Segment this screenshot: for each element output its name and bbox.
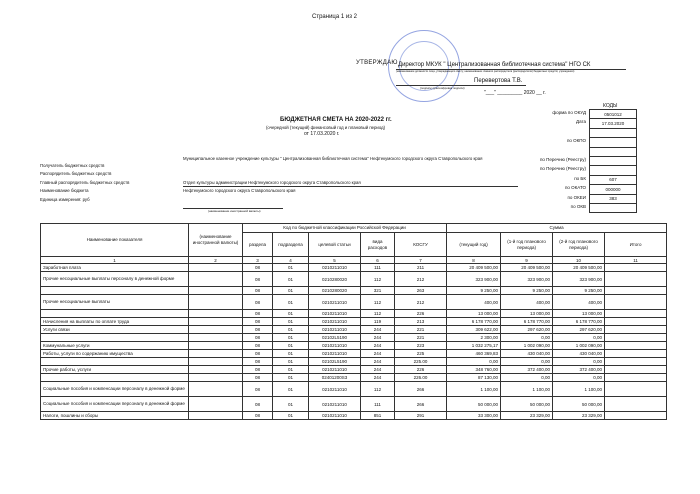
cell-cur — [189, 334, 243, 342]
cell-k: 211 — [395, 264, 447, 272]
cell-y3: 0,00 — [553, 358, 605, 366]
cell-y2: 1 002 090,00 — [501, 342, 553, 350]
cell-t: 0210211010 — [309, 326, 361, 334]
cell-cur — [189, 397, 243, 412]
signature-name: Перевертова Т.В. — [474, 78, 523, 84]
recipient-name: Муниципальное казенное учреждение культуры " Централизованная библиотечная система" Нефтекумского городского округа Ставропольского края — [183, 156, 483, 161]
cell-y2: 20 409 500,00 — [501, 264, 553, 272]
header-year2: (1-й год планового периода) — [501, 233, 553, 257]
cell-k: 226.00 — [395, 374, 447, 382]
cell-p: 01 — [273, 334, 309, 342]
table-row — [41, 342, 667, 350]
cell-k: 226 — [395, 310, 447, 318]
cell-t: 0210211010 — [309, 412, 361, 420]
cell-cur — [189, 318, 243, 326]
cell-y1: 348 760,00 — [447, 366, 501, 374]
column-number: 7 — [395, 257, 447, 264]
cell-k: 263 — [395, 287, 447, 295]
cell-v: 112 — [361, 310, 395, 318]
header-year1: (текущий год) — [447, 233, 501, 257]
cell-t: 0210211010 — [309, 350, 361, 358]
cell-t: 0210211010 — [309, 310, 361, 318]
code-value — [590, 203, 637, 212]
cell-t: 0210211010 — [309, 318, 361, 326]
cell-name: Коммунальные услуги — [41, 342, 189, 350]
cell-name: Услуги связи — [41, 326, 189, 334]
cell-t: 0210211010 — [309, 366, 361, 374]
cell-t: 02401200S3 — [309, 374, 361, 382]
column-number: 11 — [605, 257, 667, 264]
cell-v: 244 — [361, 350, 395, 358]
approval-heading: УТВЕРЖДАЮ — [356, 60, 398, 66]
cell-name: Прочие работы, услуги — [41, 366, 189, 374]
cell-r: 08 — [243, 318, 273, 326]
code-value — [590, 138, 637, 147]
column-numbers-row — [41, 257, 667, 264]
cell-cur — [189, 326, 243, 334]
code-value — [590, 147, 637, 156]
cell-y2: 400,00 — [501, 295, 553, 310]
cell-y2: 323 900,00 — [501, 272, 553, 287]
meta-label: Единица измерения: руб — [40, 197, 90, 202]
cell-p: 01 — [273, 397, 309, 412]
cell-name: Заработная плата — [41, 264, 189, 272]
cell-y1: 87 130,00 — [447, 374, 501, 382]
cell-k: 266 — [395, 397, 447, 412]
cell-total — [605, 342, 667, 350]
column-number: 10 — [553, 257, 605, 264]
cell-y1: 400,00 — [447, 295, 501, 310]
code-value: 383 — [590, 194, 637, 203]
cell-t: 0210211010 — [309, 264, 361, 272]
cell-k: 212 — [395, 272, 447, 287]
column-number: 8 — [447, 257, 501, 264]
cell-cur — [189, 366, 243, 374]
cell-r: 08 — [243, 366, 273, 374]
code-label: форма по ОКУД — [552, 110, 586, 115]
column-number: 3 — [243, 257, 273, 264]
codes-header: КОДЫ — [603, 103, 618, 109]
code-label: по Перечню (Реестру) — [539, 166, 586, 172]
cell-t: 0210211010 — [309, 382, 361, 397]
cell-name — [41, 310, 189, 318]
cell-v: 244 — [361, 334, 395, 342]
cell-total — [605, 272, 667, 287]
cell-p: 01 — [273, 382, 309, 397]
cell-r: 08 — [243, 382, 273, 397]
cell-y3: 372 400,00 — [553, 366, 605, 374]
cell-p: 01 — [273, 342, 309, 350]
code-label: Дата — [576, 119, 586, 125]
currency-caption: (наименование иностранной валюты) — [208, 209, 261, 213]
table-row — [41, 326, 667, 334]
header-kosgu: КОСГУ — [395, 233, 447, 257]
cell-name — [41, 374, 189, 382]
cell-r: 08 — [243, 358, 273, 366]
code-value — [590, 166, 637, 175]
column-number: 4 — [273, 257, 309, 264]
header-year3: (2-й год планового периода) — [553, 233, 605, 257]
meta-label: Распорядитель бюджетных средств — [40, 171, 112, 176]
main-manager-underline — [183, 186, 518, 187]
cell-cur — [189, 342, 243, 350]
cell-r: 08 — [243, 326, 273, 334]
cell-y1: 6 178 770,00 — [447, 318, 501, 326]
cell-cur — [189, 310, 243, 318]
cell-t: 0210211010 — [309, 342, 361, 350]
cell-y1: 323 900,00 — [447, 272, 501, 287]
approval-position: Директор МКУК " Централизованная библиотечная система" НГО СК — [398, 62, 591, 68]
cell-p: 01 — [273, 287, 309, 295]
cell-cur — [189, 350, 243, 358]
cell-p: 01 — [273, 374, 309, 382]
cell-y3: 297 620,00 — [553, 326, 605, 334]
cell-v: 244 — [361, 358, 395, 366]
code-value — [590, 128, 637, 137]
header-razdel: раздела — [243, 233, 273, 257]
cell-y1: 13 000,00 — [447, 310, 501, 318]
cell-v: 321 — [361, 287, 395, 295]
cell-total — [605, 382, 667, 397]
cell-r: 08 — [243, 350, 273, 358]
codes-row — [590, 110, 637, 119]
code-value: 0501012 — [590, 110, 637, 119]
meta-label: Главный распорядитель бюджетных средств — [40, 180, 130, 185]
cell-y1: 50 000,00 — [447, 397, 501, 412]
cell-v: 112 — [361, 272, 395, 287]
cell-name — [41, 358, 189, 366]
cell-cur — [189, 272, 243, 287]
cell-cur — [189, 287, 243, 295]
document-subtitle: (очередной (текущий) финансовый год и плановый период) — [266, 125, 386, 130]
cell-t: 02102L5190 — [309, 358, 361, 366]
cell-v: 851 — [361, 412, 395, 420]
cell-y1: 33 300,00 — [447, 412, 501, 420]
cell-p: 01 — [273, 318, 309, 326]
cell-total — [605, 397, 667, 412]
cell-total — [605, 374, 667, 382]
cell-total — [605, 264, 667, 272]
cell-y3: 400,00 — [553, 295, 605, 310]
meta-label: Получатель бюджетных средств — [40, 163, 105, 168]
cell-total — [605, 318, 667, 326]
codes-row — [590, 138, 637, 147]
cell-v: 112 — [361, 382, 395, 397]
cell-p: 01 — [273, 326, 309, 334]
cell-cur — [189, 412, 243, 420]
cell-t: 02102L5190 — [309, 334, 361, 342]
cell-total — [605, 334, 667, 342]
cell-y2: 9 250,00 — [501, 287, 553, 295]
cell-y2: 0,00 — [501, 358, 553, 366]
cell-y2: 50 000,00 — [501, 397, 553, 412]
cell-p: 01 — [273, 295, 309, 310]
cell-t: 0210280020 — [309, 272, 361, 287]
cell-total — [605, 287, 667, 295]
column-number: 1 — [41, 257, 189, 264]
cell-r: 08 — [243, 310, 273, 318]
codes-row — [590, 119, 637, 128]
table-row — [41, 287, 667, 295]
document-date: от 17.03.2020 г. — [304, 131, 340, 137]
table-row — [41, 295, 667, 310]
cell-y3: 20 409 500,00 — [553, 264, 605, 272]
cell-y2: 372 400,00 — [501, 366, 553, 374]
cell-name — [41, 287, 189, 295]
cell-p: 01 — [273, 412, 309, 420]
cell-name: Налоги, пошлины и сборы — [41, 412, 189, 420]
cell-y1: 0,00 — [447, 358, 501, 366]
table-row — [41, 272, 667, 287]
cell-p: 01 — [273, 350, 309, 358]
cell-v: 244 — [361, 366, 395, 374]
cell-k: 213 — [395, 318, 447, 326]
document-title: БЮДЖЕТНАЯ СМЕТА НА 2020-2022 гг. — [280, 117, 392, 123]
table-row — [41, 334, 667, 342]
header-sum-group: Сумма — [447, 224, 667, 233]
codes-row — [590, 166, 637, 175]
cell-y1: 1 100,00 — [447, 382, 501, 397]
cell-cur — [189, 358, 243, 366]
table-row — [41, 397, 667, 412]
cell-v: 244 — [361, 342, 395, 350]
cell-y1: 460 369,83 — [447, 350, 501, 358]
cell-y3: 6 178 770,00 — [553, 318, 605, 326]
cell-y1: 9 250,00 — [447, 287, 501, 295]
cell-y2: 297 620,00 — [501, 326, 553, 334]
code-label: по ОКАТО — [564, 185, 586, 191]
cell-y2: 13 000,00 — [501, 310, 553, 318]
cell-y2: 1 100,00 — [501, 382, 553, 397]
column-number: 9 — [501, 257, 553, 264]
signature-caption: (подпись) (расшифровка подписи) — [420, 86, 465, 90]
header-name: Наименование показателя — [41, 224, 189, 257]
cell-name: Прочие несоциальные выплаты персоналу в денежной форме — [41, 272, 189, 287]
page-label: Страница 1 из 2 — [312, 14, 357, 20]
codes-row — [590, 185, 637, 194]
cell-y2: 23 329,00 — [501, 412, 553, 420]
cell-p: 01 — [273, 264, 309, 272]
cell-y2: 0,00 — [501, 374, 553, 382]
cell-k: 225 — [395, 350, 447, 358]
cell-y3: 13 000,00 — [553, 310, 605, 318]
cell-name: Социальные пособия и компенсации персоналу в денежной форме — [41, 382, 189, 397]
cell-cur — [189, 264, 243, 272]
header-code-group: Код по бюджетной классификации Российской Федерации — [243, 224, 447, 233]
cell-total — [605, 310, 667, 318]
cell-y3: 323 900,00 — [553, 272, 605, 287]
cell-total — [605, 295, 667, 310]
table-row — [41, 374, 667, 382]
cell-y1: 1 032 275,17 — [447, 342, 501, 350]
code-value — [590, 156, 637, 165]
cell-k: 223 — [395, 342, 447, 350]
cell-name: Социальные пособия и компенсации персоналу в денежной форме — [41, 397, 189, 412]
cell-k: 226 — [395, 366, 447, 374]
codes-row — [590, 128, 637, 137]
cell-y2: 0,00 — [501, 334, 553, 342]
header-vid: вида расходов — [361, 233, 395, 257]
cell-t: 0210280020 — [309, 287, 361, 295]
code-value: 000000 — [590, 185, 637, 194]
cell-total — [605, 412, 667, 420]
cell-cur — [189, 382, 243, 397]
cell-total — [605, 358, 667, 366]
approval-year: "___" _________ 2020 __ г. — [484, 90, 546, 96]
codes-table — [589, 109, 637, 213]
header-total: Итого — [605, 233, 667, 257]
cell-y3: 1 100,00 — [553, 382, 605, 397]
cell-name: Начисления на выплаты по оплате труда — [41, 318, 189, 326]
cell-k: 291 — [395, 412, 447, 420]
cell-p: 01 — [273, 310, 309, 318]
cell-v: 244 — [361, 326, 395, 334]
code-label: по БК — [574, 175, 586, 181]
cell-total — [605, 326, 667, 334]
table-row — [41, 264, 667, 272]
cell-v: 112 — [361, 295, 395, 310]
cell-r: 08 — [243, 397, 273, 412]
approval-position-caption: (наименование должности лица, утверждающего смету; наименование главного распорядителя (распорядителя) бюджетных средств; учреждения) — [396, 70, 575, 73]
header-target: целевой статьи — [309, 233, 361, 257]
cell-cur — [189, 295, 243, 310]
codes-row — [590, 156, 637, 165]
column-number: 5 — [309, 257, 361, 264]
meta-label: Наименование бюджета — [40, 188, 89, 193]
cell-name — [41, 334, 189, 342]
code-label: по Перечню (Реестру) — [539, 157, 586, 162]
budget-table — [40, 223, 667, 420]
cell-k: 221 — [395, 334, 447, 342]
cell-r: 08 — [243, 334, 273, 342]
codes-row — [590, 194, 637, 203]
table-row — [41, 412, 667, 420]
cell-r: 08 — [243, 374, 273, 382]
code-value: 17.03.2020 — [590, 119, 637, 128]
cell-y3: 1 002 090,00 — [553, 342, 605, 350]
header-podrazdel: подраздела — [273, 233, 309, 257]
codes-row — [590, 203, 637, 212]
cell-k: 225.00 — [395, 358, 447, 366]
cell-k: 212 — [395, 295, 447, 310]
cell-y1: 2 300,00 — [447, 334, 501, 342]
cell-y3: 23 329,00 — [553, 412, 605, 420]
cell-r: 08 — [243, 287, 273, 295]
cell-p: 01 — [273, 358, 309, 366]
codes-row — [590, 147, 637, 156]
table-row — [41, 382, 667, 397]
cell-y3: 50 000,00 — [553, 397, 605, 412]
cell-v: 111 — [361, 397, 395, 412]
cell-r: 08 — [243, 412, 273, 420]
cell-total — [605, 350, 667, 358]
cell-y2: 430 040,00 — [501, 350, 553, 358]
code-label: по ОКЕИ — [567, 194, 586, 200]
column-number: 2 — [189, 257, 243, 264]
table-row — [41, 358, 667, 366]
cell-cur — [189, 374, 243, 382]
cell-v: 244 — [361, 374, 395, 382]
table-row — [41, 366, 667, 374]
table-row — [41, 318, 667, 326]
cell-r: 08 — [243, 295, 273, 310]
main-manager-name: Отдел культуры администрации Нефтекумского городского округа Ставропольского края — [183, 180, 361, 185]
code-label: по ОКПО — [566, 138, 586, 144]
cell-p: 01 — [273, 272, 309, 287]
cell-r: 08 — [243, 342, 273, 350]
budget-name: Нефтекумского городского округа Ставропольского края — [183, 188, 296, 193]
cell-p: 01 — [273, 366, 309, 374]
cell-total — [605, 366, 667, 374]
cell-y3: 0,00 — [553, 334, 605, 342]
cell-name: Работы, услуги по содержанию имущества — [41, 350, 189, 358]
cell-y1: 20 409 500,00 — [447, 264, 501, 272]
table-row — [41, 310, 667, 318]
cell-r: 08 — [243, 264, 273, 272]
column-number: 6 — [361, 257, 395, 264]
cell-r: 08 — [243, 272, 273, 287]
code-value: 607 — [590, 175, 637, 184]
cell-y3: 430 040,00 — [553, 350, 605, 358]
cell-k: 266 — [395, 382, 447, 397]
cell-y3: 9 250,00 — [553, 287, 605, 295]
table-row — [41, 350, 667, 358]
cell-y2: 6 178 770,00 — [501, 318, 553, 326]
codes-row — [590, 175, 637, 184]
cell-y3: 0,00 — [553, 374, 605, 382]
cell-v: 111 — [361, 264, 395, 272]
cell-y1: 309 622,00 — [447, 326, 501, 334]
code-label: по ОКВ — [570, 204, 586, 209]
cell-name: Прочие несоциальные выплаты — [41, 295, 189, 310]
cell-v: 119 — [361, 318, 395, 326]
cell-t: 0210211010 — [309, 397, 361, 412]
cell-t: 0210211010 — [309, 295, 361, 310]
cell-k: 221 — [395, 326, 447, 334]
header-currency: (наименование иностранной валюты) — [189, 224, 243, 257]
